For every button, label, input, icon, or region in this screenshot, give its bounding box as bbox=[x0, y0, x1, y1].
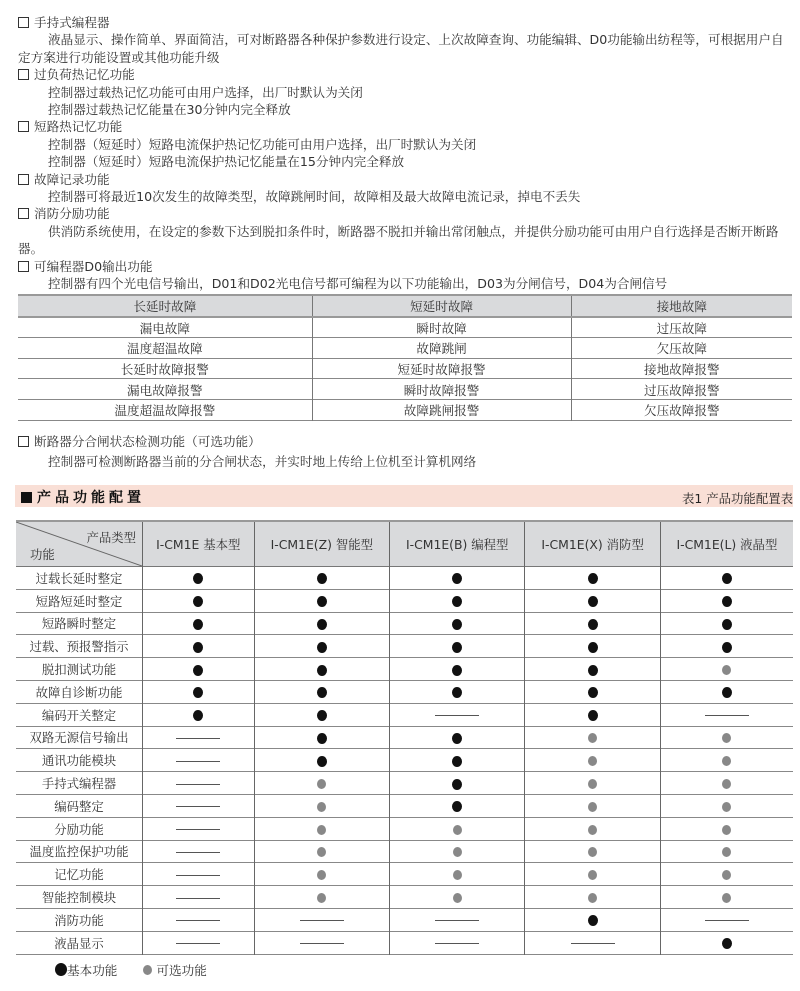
feature-name-cell: 编码整定 bbox=[54, 798, 104, 814]
feature-name-cell: 短路短延时整定 bbox=[35, 593, 123, 609]
section-title bbox=[18, 118, 796, 135]
fault-cell: 短延时故障报警 bbox=[312, 358, 571, 379]
optional-dot-icon bbox=[588, 756, 597, 766]
basic-dot-icon bbox=[588, 573, 598, 584]
feature-availability-cell bbox=[660, 794, 793, 817]
feature-availability-cell bbox=[254, 680, 389, 703]
feature-availability-cell bbox=[660, 589, 793, 612]
optional-dot-icon bbox=[722, 847, 731, 857]
basic-dot-icon bbox=[452, 665, 462, 676]
basic-dot-icon bbox=[722, 619, 732, 630]
feature-availability-cell bbox=[525, 772, 660, 795]
feature-availability-cell bbox=[254, 886, 389, 909]
basic-dot-icon bbox=[452, 619, 462, 630]
feature-availability-cell bbox=[660, 772, 793, 795]
optional-dot-icon bbox=[317, 802, 326, 812]
basic-dot-icon bbox=[317, 733, 327, 744]
section-title-text: 消防分励功能 bbox=[34, 206, 110, 222]
section-paragraph: 控制器可检测断路器当前的分合闸状态，并实时地上传给上位机至计算机网络 bbox=[48, 454, 477, 469]
optional-dot-icon bbox=[317, 893, 326, 903]
table-row bbox=[18, 379, 792, 400]
feature-availability-cell bbox=[660, 840, 793, 863]
feature-availability-cell bbox=[525, 749, 660, 772]
feature-availability-cell bbox=[143, 635, 255, 658]
section-paragraph: 供消防系统使用，在设定的参数下达到脱扣条件时，断路器不脱扣并输出常闭触点，并提供分励功能可由用户自行选择是否断开断路器。 bbox=[18, 223, 779, 257]
table-row bbox=[16, 886, 793, 909]
feature-availability-cell bbox=[390, 794, 525, 817]
fault-cell: 漏电故障 bbox=[18, 317, 312, 338]
table-row bbox=[16, 567, 793, 590]
not-available-dash-icon bbox=[176, 943, 220, 944]
feature-name-cell: 过载长延时整定 bbox=[35, 570, 123, 586]
optional-dot-icon bbox=[588, 893, 597, 903]
section-title bbox=[18, 432, 788, 452]
feature-name-cell: 脱扣测试功能 bbox=[41, 662, 117, 678]
fault-cell: 欠压故障报警 bbox=[571, 399, 792, 420]
fault-header-cell: 短延时故障 bbox=[312, 295, 571, 317]
feature-availability-cell bbox=[660, 635, 793, 658]
basic-dot-icon bbox=[317, 710, 327, 721]
not-available-dash-icon bbox=[300, 920, 344, 921]
feature-availability-cell bbox=[143, 908, 255, 931]
section-paragraph: 控制器（短延时）短路电流保护热记忆功能可由用户选择，出厂时默认为关闭 bbox=[48, 136, 477, 152]
table-row bbox=[16, 931, 793, 954]
feature-availability-cell bbox=[525, 635, 660, 658]
feature-availability-cell bbox=[143, 840, 255, 863]
feature-availability-cell bbox=[254, 908, 389, 931]
product-column-header: I-CM1E(B) 编程型 bbox=[390, 521, 525, 567]
fault-cell: 过压故障报警 bbox=[571, 379, 792, 400]
section-paragraph: 控制器有四个光电信号输出，D01和D02光电信号都可编程为以下功能输出，D03为分闸信号，D04为合闸信号 bbox=[48, 276, 668, 292]
not-available-dash-icon bbox=[300, 943, 344, 944]
section-title bbox=[18, 66, 796, 83]
optional-dot-icon bbox=[453, 847, 462, 857]
table-row bbox=[16, 772, 793, 795]
feature-availability-cell bbox=[660, 886, 793, 909]
feature-availability-cell bbox=[525, 840, 660, 863]
table-caption: 表1 产品功能配置表 bbox=[682, 491, 793, 506]
basic-dot-icon bbox=[193, 619, 203, 630]
feature-availability-cell bbox=[390, 726, 525, 749]
band-title-text: 产品功能配置 bbox=[37, 490, 145, 506]
feature-availability-cell bbox=[143, 658, 255, 681]
section-paragraph: 控制器过载热记忆能量在30分钟内完全释放 bbox=[48, 102, 291, 118]
optional-dot-icon bbox=[588, 802, 597, 812]
feature-availability-cell bbox=[143, 794, 255, 817]
feature-availability-cell bbox=[390, 612, 525, 635]
product-feature-table bbox=[16, 520, 793, 955]
section-title-text: 短路热记忆功能 bbox=[34, 119, 123, 135]
func-table-header-row bbox=[16, 521, 793, 567]
feature-descriptions bbox=[18, 14, 796, 293]
fault-cell: 故障跳闸报警 bbox=[312, 399, 571, 420]
section-paragraph: 控制器过载热记忆功能可由用户选择，出厂时默认为关闭 bbox=[48, 84, 363, 100]
table-row bbox=[16, 703, 793, 726]
section-title-text: 可编程器D0输出功能 bbox=[34, 258, 153, 274]
feature-availability-cell bbox=[254, 863, 389, 886]
product-column-header: I-CM1E(Z) 智能型 bbox=[254, 521, 389, 567]
feature-name-cell: 智能控制模块 bbox=[41, 890, 117, 906]
legend-label: 可选功能 bbox=[156, 963, 207, 978]
basic-dot-icon bbox=[722, 573, 732, 584]
checkbox-bullet-icon bbox=[18, 208, 29, 219]
checkbox-bullet-icon bbox=[18, 121, 29, 132]
basic-dot-icon bbox=[317, 573, 327, 584]
fault-cell: 温度超温故障 bbox=[18, 338, 312, 359]
feature-availability-cell bbox=[254, 589, 389, 612]
basic-dot-icon bbox=[452, 596, 462, 607]
basic-dot-icon bbox=[588, 619, 598, 630]
basic-dot-icon bbox=[452, 642, 462, 653]
basic-dot-icon bbox=[722, 642, 732, 653]
feature-availability-cell bbox=[254, 931, 389, 954]
feature-availability-cell bbox=[143, 703, 255, 726]
feature-name-cell: 过载、预报警指示 bbox=[29, 639, 129, 655]
feature-availability-cell bbox=[254, 658, 389, 681]
feature-availability-cell bbox=[660, 863, 793, 886]
not-available-dash-icon bbox=[176, 852, 220, 853]
feature-availability-cell bbox=[525, 567, 660, 590]
feature-availability-cell bbox=[254, 612, 389, 635]
section-band bbox=[15, 485, 793, 507]
optional-dot-icon bbox=[722, 665, 731, 675]
feature-availability-cell bbox=[143, 612, 255, 635]
basic-dot-icon bbox=[193, 642, 203, 653]
basic-dot-icon bbox=[452, 756, 462, 767]
not-available-dash-icon bbox=[176, 806, 220, 807]
feature-name-cell: 通讯功能模块 bbox=[41, 753, 117, 769]
optional-dot-icon bbox=[588, 733, 597, 743]
feature-availability-cell bbox=[525, 658, 660, 681]
basic-dot-icon bbox=[317, 687, 327, 698]
table-row bbox=[16, 817, 793, 840]
feature-availability-cell bbox=[254, 817, 389, 840]
section-title-text: 手持式编程器 bbox=[34, 15, 110, 30]
table-row bbox=[16, 794, 793, 817]
table-row bbox=[18, 317, 792, 338]
not-available-dash-icon bbox=[176, 898, 220, 899]
section-paragraph: 控制器可将最近10次发生的故障类型，故障跳闸时间，故障相及最大故障电流记录，掉电不丢失 bbox=[48, 189, 581, 205]
feature-availability-cell bbox=[660, 749, 793, 772]
not-available-dash-icon bbox=[176, 920, 220, 921]
basic-dot-icon bbox=[588, 596, 598, 607]
table-row bbox=[16, 612, 793, 635]
feature-availability-cell bbox=[660, 658, 793, 681]
feature-availability-cell bbox=[254, 794, 389, 817]
section-paragraph: 控制器（短延时）短路电流保护热记忆能量在15分钟内完全释放 bbox=[48, 154, 405, 170]
band-title bbox=[21, 487, 145, 507]
feature-name-cell: 分励功能 bbox=[54, 821, 104, 837]
table-row bbox=[16, 635, 793, 658]
feature-availability-cell bbox=[390, 840, 525, 863]
section-title bbox=[18, 14, 796, 31]
basic-dot-icon bbox=[588, 710, 598, 721]
optional-dot-icon bbox=[722, 779, 731, 789]
table-row bbox=[16, 863, 793, 886]
feature-availability-cell bbox=[143, 567, 255, 590]
basic-dot-icon bbox=[588, 915, 598, 926]
square-bullet-icon bbox=[21, 492, 32, 503]
feature-availability-cell bbox=[525, 886, 660, 909]
basic-dot-icon bbox=[588, 642, 598, 653]
fault-cell: 温度超温故障报警 bbox=[18, 399, 312, 420]
feature-availability-cell bbox=[390, 772, 525, 795]
product-column-header: I-CM1E(X) 消防型 bbox=[525, 521, 660, 567]
feature-availability-cell bbox=[390, 589, 525, 612]
basic-dot-icon bbox=[317, 665, 327, 676]
basic-dot-icon bbox=[722, 596, 732, 607]
fault-cell: 欠压故障 bbox=[571, 338, 792, 359]
fault-header-cell: 长延时故障 bbox=[18, 295, 312, 317]
feature-availability-cell bbox=[390, 886, 525, 909]
corner-label-function: 功能 bbox=[30, 547, 55, 562]
feature-availability-cell bbox=[254, 726, 389, 749]
table-row bbox=[16, 840, 793, 863]
basic-dot-icon bbox=[452, 779, 462, 790]
checkbox-bullet-icon bbox=[18, 69, 29, 80]
feature-availability-cell bbox=[390, 931, 525, 954]
basic-dot-icon bbox=[193, 687, 203, 698]
legend-label: 基本功能 bbox=[67, 963, 118, 978]
basic-dot-icon bbox=[55, 963, 67, 976]
feature-availability-cell bbox=[254, 749, 389, 772]
feature-name-cell: 液晶显示 bbox=[54, 935, 104, 951]
product-column-header: I-CM1E 基本型 bbox=[143, 521, 255, 567]
feature-availability-cell bbox=[525, 726, 660, 749]
table-row bbox=[18, 358, 792, 379]
feature-name-cell: 故障自诊断功能 bbox=[35, 684, 123, 700]
feature-availability-cell bbox=[660, 612, 793, 635]
feature-availability-cell bbox=[390, 863, 525, 886]
table-row bbox=[16, 749, 793, 772]
basic-dot-icon bbox=[193, 665, 203, 676]
feature-availability-cell bbox=[390, 817, 525, 840]
feature-availability-cell bbox=[525, 703, 660, 726]
feature-availability-cell bbox=[660, 703, 793, 726]
basic-dot-icon bbox=[452, 687, 462, 698]
feature-availability-cell bbox=[254, 772, 389, 795]
optional-dot-icon bbox=[722, 802, 731, 812]
feature-name-cell: 记忆功能 bbox=[54, 867, 104, 883]
feature-availability-cell bbox=[660, 931, 793, 954]
product-column-header: I-CM1E(L) 液晶型 bbox=[660, 521, 793, 567]
basic-dot-icon bbox=[317, 619, 327, 630]
table-row bbox=[16, 680, 793, 703]
not-available-dash-icon bbox=[176, 784, 220, 785]
feature-availability-cell bbox=[143, 863, 255, 886]
feature-availability-cell bbox=[390, 635, 525, 658]
basic-dot-icon bbox=[193, 573, 203, 584]
basic-dot-icon bbox=[452, 573, 462, 584]
not-available-dash-icon bbox=[705, 920, 749, 921]
table-row bbox=[18, 399, 792, 420]
section-title-text: 断路器分合闸状态检测功能（可选功能） bbox=[34, 434, 261, 449]
feature-availability-cell bbox=[143, 772, 255, 795]
feature-availability-cell bbox=[525, 589, 660, 612]
optional-dot-icon bbox=[722, 733, 731, 743]
not-available-dash-icon bbox=[571, 943, 615, 944]
optional-dot-icon bbox=[588, 870, 597, 880]
basic-dot-icon bbox=[193, 710, 203, 721]
fault-cell: 瞬时故障报警 bbox=[312, 379, 571, 400]
feature-availability-cell bbox=[525, 680, 660, 703]
optional-dot-icon bbox=[317, 779, 326, 789]
table-row bbox=[16, 589, 793, 612]
section-title-text: 故障记录功能 bbox=[34, 171, 110, 187]
optional-dot-icon bbox=[588, 825, 597, 835]
optional-dot-icon bbox=[588, 779, 597, 789]
feature-availability-cell bbox=[525, 817, 660, 840]
fault-cell: 漏电故障报警 bbox=[18, 379, 312, 400]
optional-dot-icon bbox=[453, 870, 462, 880]
feature-availability-cell bbox=[660, 817, 793, 840]
feature-name-cell: 手持式编程器 bbox=[41, 776, 117, 792]
optional-dot-icon bbox=[453, 893, 462, 903]
basic-dot-icon bbox=[722, 687, 732, 698]
checkbox-bullet-icon bbox=[18, 17, 29, 28]
optional-dot-icon bbox=[722, 825, 731, 835]
basic-dot-icon bbox=[317, 596, 327, 607]
checkbox-bullet-icon bbox=[18, 436, 29, 447]
section-title bbox=[18, 171, 796, 188]
not-available-dash-icon bbox=[176, 738, 220, 739]
optional-dot-icon bbox=[722, 870, 731, 880]
table-row bbox=[16, 658, 793, 681]
fault-cell: 长延时故障报警 bbox=[18, 358, 312, 379]
fault-cell: 接地故障报警 bbox=[571, 358, 792, 379]
basic-dot-icon bbox=[317, 642, 327, 653]
fault-table-header-row bbox=[18, 295, 792, 317]
basic-dot-icon bbox=[193, 596, 203, 607]
section-title bbox=[18, 205, 796, 222]
optional-dot-icon bbox=[453, 825, 462, 835]
fault-header-cell: 接地故障 bbox=[571, 295, 792, 317]
checkbox-bullet-icon bbox=[18, 261, 29, 272]
fault-cell: 故障跳闸 bbox=[312, 338, 571, 359]
feature-availability-cell bbox=[254, 840, 389, 863]
feature-availability-cell bbox=[143, 749, 255, 772]
basic-dot-icon bbox=[452, 733, 462, 744]
optional-dot-icon bbox=[588, 847, 597, 857]
not-available-dash-icon bbox=[435, 920, 479, 921]
feature-availability-cell bbox=[390, 749, 525, 772]
optional-dot-icon bbox=[317, 847, 326, 857]
feature-availability-cell bbox=[143, 931, 255, 954]
basic-dot-icon bbox=[588, 665, 598, 676]
feature-availability-cell bbox=[143, 726, 255, 749]
section-paragraph: 液晶显示、操作简单、界面简洁，可对断路器各种保护参数进行设定、上次故障查询、功能编辑、D0功能输出纺程等，可根据用户自定方案进行功能设置或其他功能升级 bbox=[18, 32, 784, 65]
feature-availability-cell bbox=[143, 817, 255, 840]
feature-availability-cell bbox=[390, 908, 525, 931]
feature-availability-cell bbox=[390, 703, 525, 726]
feature-availability-cell bbox=[390, 658, 525, 681]
section-title-text: 过负荷热记忆功能 bbox=[34, 67, 135, 83]
feature-availability-cell bbox=[525, 612, 660, 635]
not-available-dash-icon bbox=[176, 761, 220, 762]
feature-availability-cell bbox=[254, 567, 389, 590]
not-available-dash-icon bbox=[176, 875, 220, 876]
feature-availability-cell bbox=[254, 635, 389, 658]
table-row bbox=[18, 338, 792, 359]
feature-availability-cell bbox=[525, 794, 660, 817]
checkbox-bullet-icon bbox=[18, 174, 29, 185]
not-available-dash-icon bbox=[435, 943, 479, 944]
feature-availability-cell bbox=[254, 703, 389, 726]
basic-dot-icon bbox=[588, 687, 598, 698]
feature-availability-cell bbox=[525, 908, 660, 931]
feature-availability-cell bbox=[143, 589, 255, 612]
legend-item-optional bbox=[143, 961, 206, 976]
feature-availability-cell bbox=[660, 908, 793, 931]
section-title bbox=[18, 258, 796, 275]
feature-name-cell: 消防功能 bbox=[54, 912, 104, 928]
feature-name-cell: 温度监控保护功能 bbox=[29, 844, 129, 860]
feature-availability-cell bbox=[525, 931, 660, 954]
legend bbox=[55, 960, 229, 979]
basic-dot-icon bbox=[722, 938, 732, 949]
table-row bbox=[16, 726, 793, 749]
feature-availability-cell bbox=[143, 886, 255, 909]
corner-label-product-type: 产品类型 bbox=[86, 530, 136, 545]
legend-item-basic bbox=[55, 961, 117, 976]
feature-name-cell: 编码开关整定 bbox=[41, 707, 117, 723]
fault-cell: 过压故障 bbox=[571, 317, 792, 338]
feature-availability-cell bbox=[660, 680, 793, 703]
optional-dot-icon bbox=[722, 756, 731, 766]
not-available-dash-icon bbox=[176, 829, 220, 830]
feature-availability-cell bbox=[143, 680, 255, 703]
optional-dot-icon bbox=[722, 893, 731, 903]
feature-availability-cell bbox=[525, 863, 660, 886]
fault-cell: 瞬时故障 bbox=[312, 317, 571, 338]
feature-availability-cell bbox=[390, 680, 525, 703]
fault-types-table bbox=[18, 294, 792, 421]
feature-name-cell: 双路无源信号输出 bbox=[29, 730, 129, 746]
not-available-dash-icon bbox=[705, 715, 749, 716]
table-row bbox=[16, 908, 793, 931]
basic-dot-icon bbox=[452, 801, 462, 812]
feature-availability-cell bbox=[390, 567, 525, 590]
optional-dot-icon bbox=[317, 825, 326, 835]
corner-header-cell bbox=[16, 521, 143, 567]
breaker-status-detection bbox=[18, 432, 788, 472]
not-available-dash-icon bbox=[435, 715, 479, 716]
feature-availability-cell bbox=[660, 726, 793, 749]
optional-dot-icon bbox=[317, 870, 326, 880]
feature-name-cell: 短路瞬时整定 bbox=[41, 616, 117, 632]
basic-dot-icon bbox=[317, 756, 327, 767]
optional-dot-icon bbox=[143, 965, 152, 975]
feature-availability-cell bbox=[660, 567, 793, 590]
